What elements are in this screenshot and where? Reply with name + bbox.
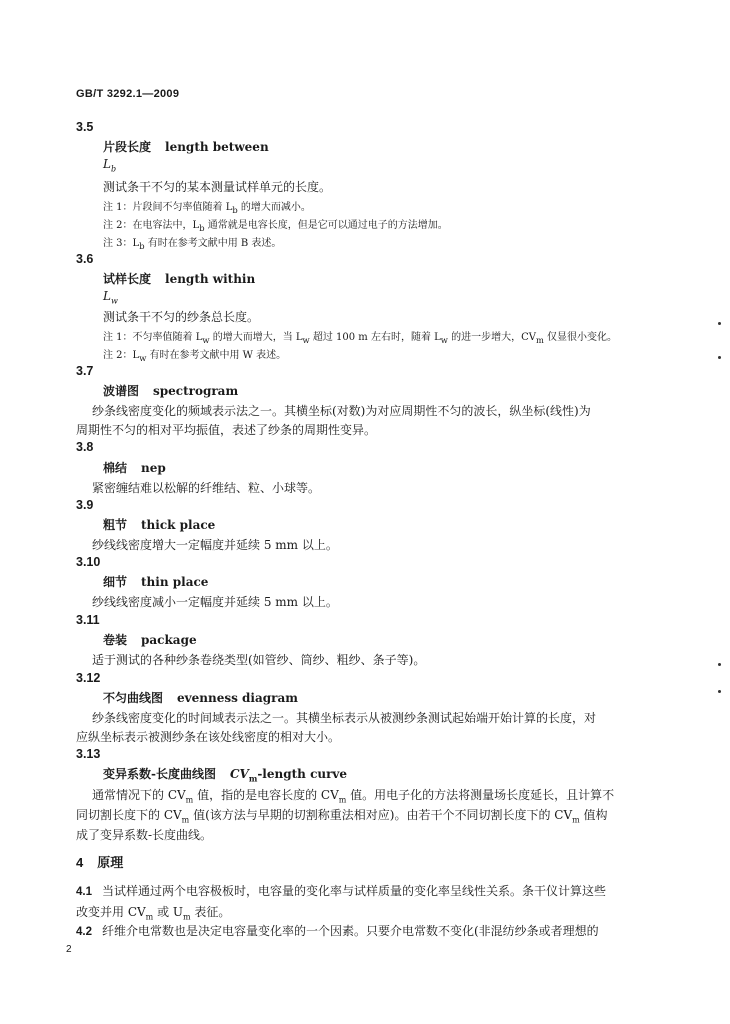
definition-text: 应纵坐标表示被测纱条在该处线密度的相对大小。	[76, 730, 341, 744]
clause-number: 3.5	[76, 120, 94, 134]
note-text: 注 2：$L_w$ 有时在参考文献中用 W 表述。	[103, 350, 287, 363]
paragraph: 改变并用 $CV_m$ 或 $U_m$ 表征。	[76, 905, 231, 922]
term-en: evenness diagram	[177, 691, 298, 705]
term-symbol: $L_b$	[103, 157, 117, 174]
term-zh: 变异系数-长度曲线图	[103, 767, 216, 781]
note-text: 注 2：在电容法中，$L_b$ 通常就是电容长度，但是它可以通过电子的方法增加。	[103, 220, 448, 233]
scan-speck	[718, 322, 721, 325]
clause-number: 3.11	[76, 613, 100, 627]
term-zh: 粗节	[103, 518, 128, 532]
scan-speck	[718, 356, 721, 359]
clause-number: 3.9	[76, 498, 94, 512]
term-heading	[103, 765, 347, 783]
definition-text: 测试条干不匀的某本测量试样单元的长度。	[103, 180, 332, 194]
paragraph: 4.1 当试样通过两个电容极板时，电容量的变化率与试样质量的变化率呈线性关系。条干仪计算这些	[76, 884, 607, 898]
term-heading	[103, 382, 238, 399]
scan-speck	[718, 690, 721, 693]
term-zh: 棉结	[103, 461, 128, 475]
term-heading	[103, 689, 298, 706]
term-en: length within	[165, 272, 256, 286]
definition-text: 测试条干不匀的纱条总长度。	[103, 310, 260, 324]
clause-number: 3.13	[76, 747, 101, 761]
term-en: thick place	[141, 518, 216, 532]
standard-code: GB/T 3292.1—2009	[76, 88, 180, 100]
term-zh: 波谱图	[103, 384, 140, 398]
term-en: length between	[165, 140, 269, 154]
clause-number: 3.7	[76, 364, 94, 378]
term-en: nep	[141, 461, 166, 475]
term-zh: 细节	[103, 575, 128, 589]
term-zh: 片段长度	[103, 140, 152, 154]
scan-speck	[718, 663, 721, 666]
definition-text: 通常情况下的 $CV_m$ 值，指的是电容长度的 $CV_m$ 值。用电子化的方法将测量场长度延长，且计算不	[92, 788, 615, 805]
term-heading	[103, 459, 166, 476]
clause-number: 3.12	[76, 671, 101, 685]
definition-text: 纱条线密度变化的频域表示法之一。其横坐标(对数)为对应周期性不匀的波长，纵坐标(线性)为	[92, 404, 591, 418]
note-text: 注 3：$L_b$ 有时在参考文献中用 B 表述。	[103, 238, 282, 251]
term-en: package	[141, 633, 197, 647]
term-en: spectrogram	[153, 384, 239, 398]
note-text: 注 1：不匀率值随着 $L_w$ 的增大而增大，当 $L_w$ 超过 100 m 左右时，随着 $L_w$ 的进一步增大，$CV_m$ 仅显很小变化。	[103, 332, 618, 345]
term-symbol: $L_w$	[103, 289, 118, 306]
term-heading	[103, 516, 215, 533]
term-heading	[103, 631, 197, 648]
definition-text: 同切割长度下的 $CV_m$ 值(该方法与早期的切割称重法相对应)。由若干个不同切割长度下的 $CV_m$ 值构	[76, 808, 608, 825]
term-zh: 试样长度	[103, 272, 152, 286]
term-heading	[103, 138, 269, 155]
clause-number: 3.8	[76, 440, 94, 454]
definition-text: 纱线线密度减小一定幅度并延续 5 mm 以上。	[92, 595, 338, 609]
definition-text: 纱线线密度增大一定幅度并延续 5 mm 以上。	[92, 538, 338, 552]
definition-text: 周期性不匀的相对平均振值，表述了纱条的周期性变异。	[76, 423, 377, 437]
note-text: 注 1：片段间不匀率值随着 $L_b$ 的增大而减小。	[103, 202, 311, 215]
page-number: 2	[66, 944, 72, 955]
term-en: $CV_m$-length curve	[229, 767, 348, 784]
term-heading	[103, 573, 208, 590]
section-heading: 4 原理	[76, 855, 124, 870]
definition-text: 成了变异系数-长度曲线。	[76, 828, 213, 842]
clause-number: 3.6	[76, 252, 94, 266]
term-heading	[103, 270, 255, 287]
definition-text: 紧密缠结难以松解的纤维结、粒、小球等。	[92, 481, 321, 495]
definition-text: 适于测试的各种纱条卷绕类型(如管纱、筒纱、粗纱、条子等)。	[92, 653, 426, 667]
term-zh: 不匀曲线图	[103, 691, 164, 705]
term-zh: 卷装	[103, 633, 128, 647]
term-en: thin place	[141, 575, 209, 589]
paragraph: 4.2 纤维介电常数也是决定电容量变化率的一个因素。只要介电常数不变化(非混纺纱条或者理想的	[76, 924, 599, 938]
definition-text: 纱条线密度变化的时间域表示法之一。其横坐标表示从被测纱条测试起始端开始计算的长度，对	[92, 711, 597, 725]
clause-number: 3.10	[76, 555, 101, 569]
